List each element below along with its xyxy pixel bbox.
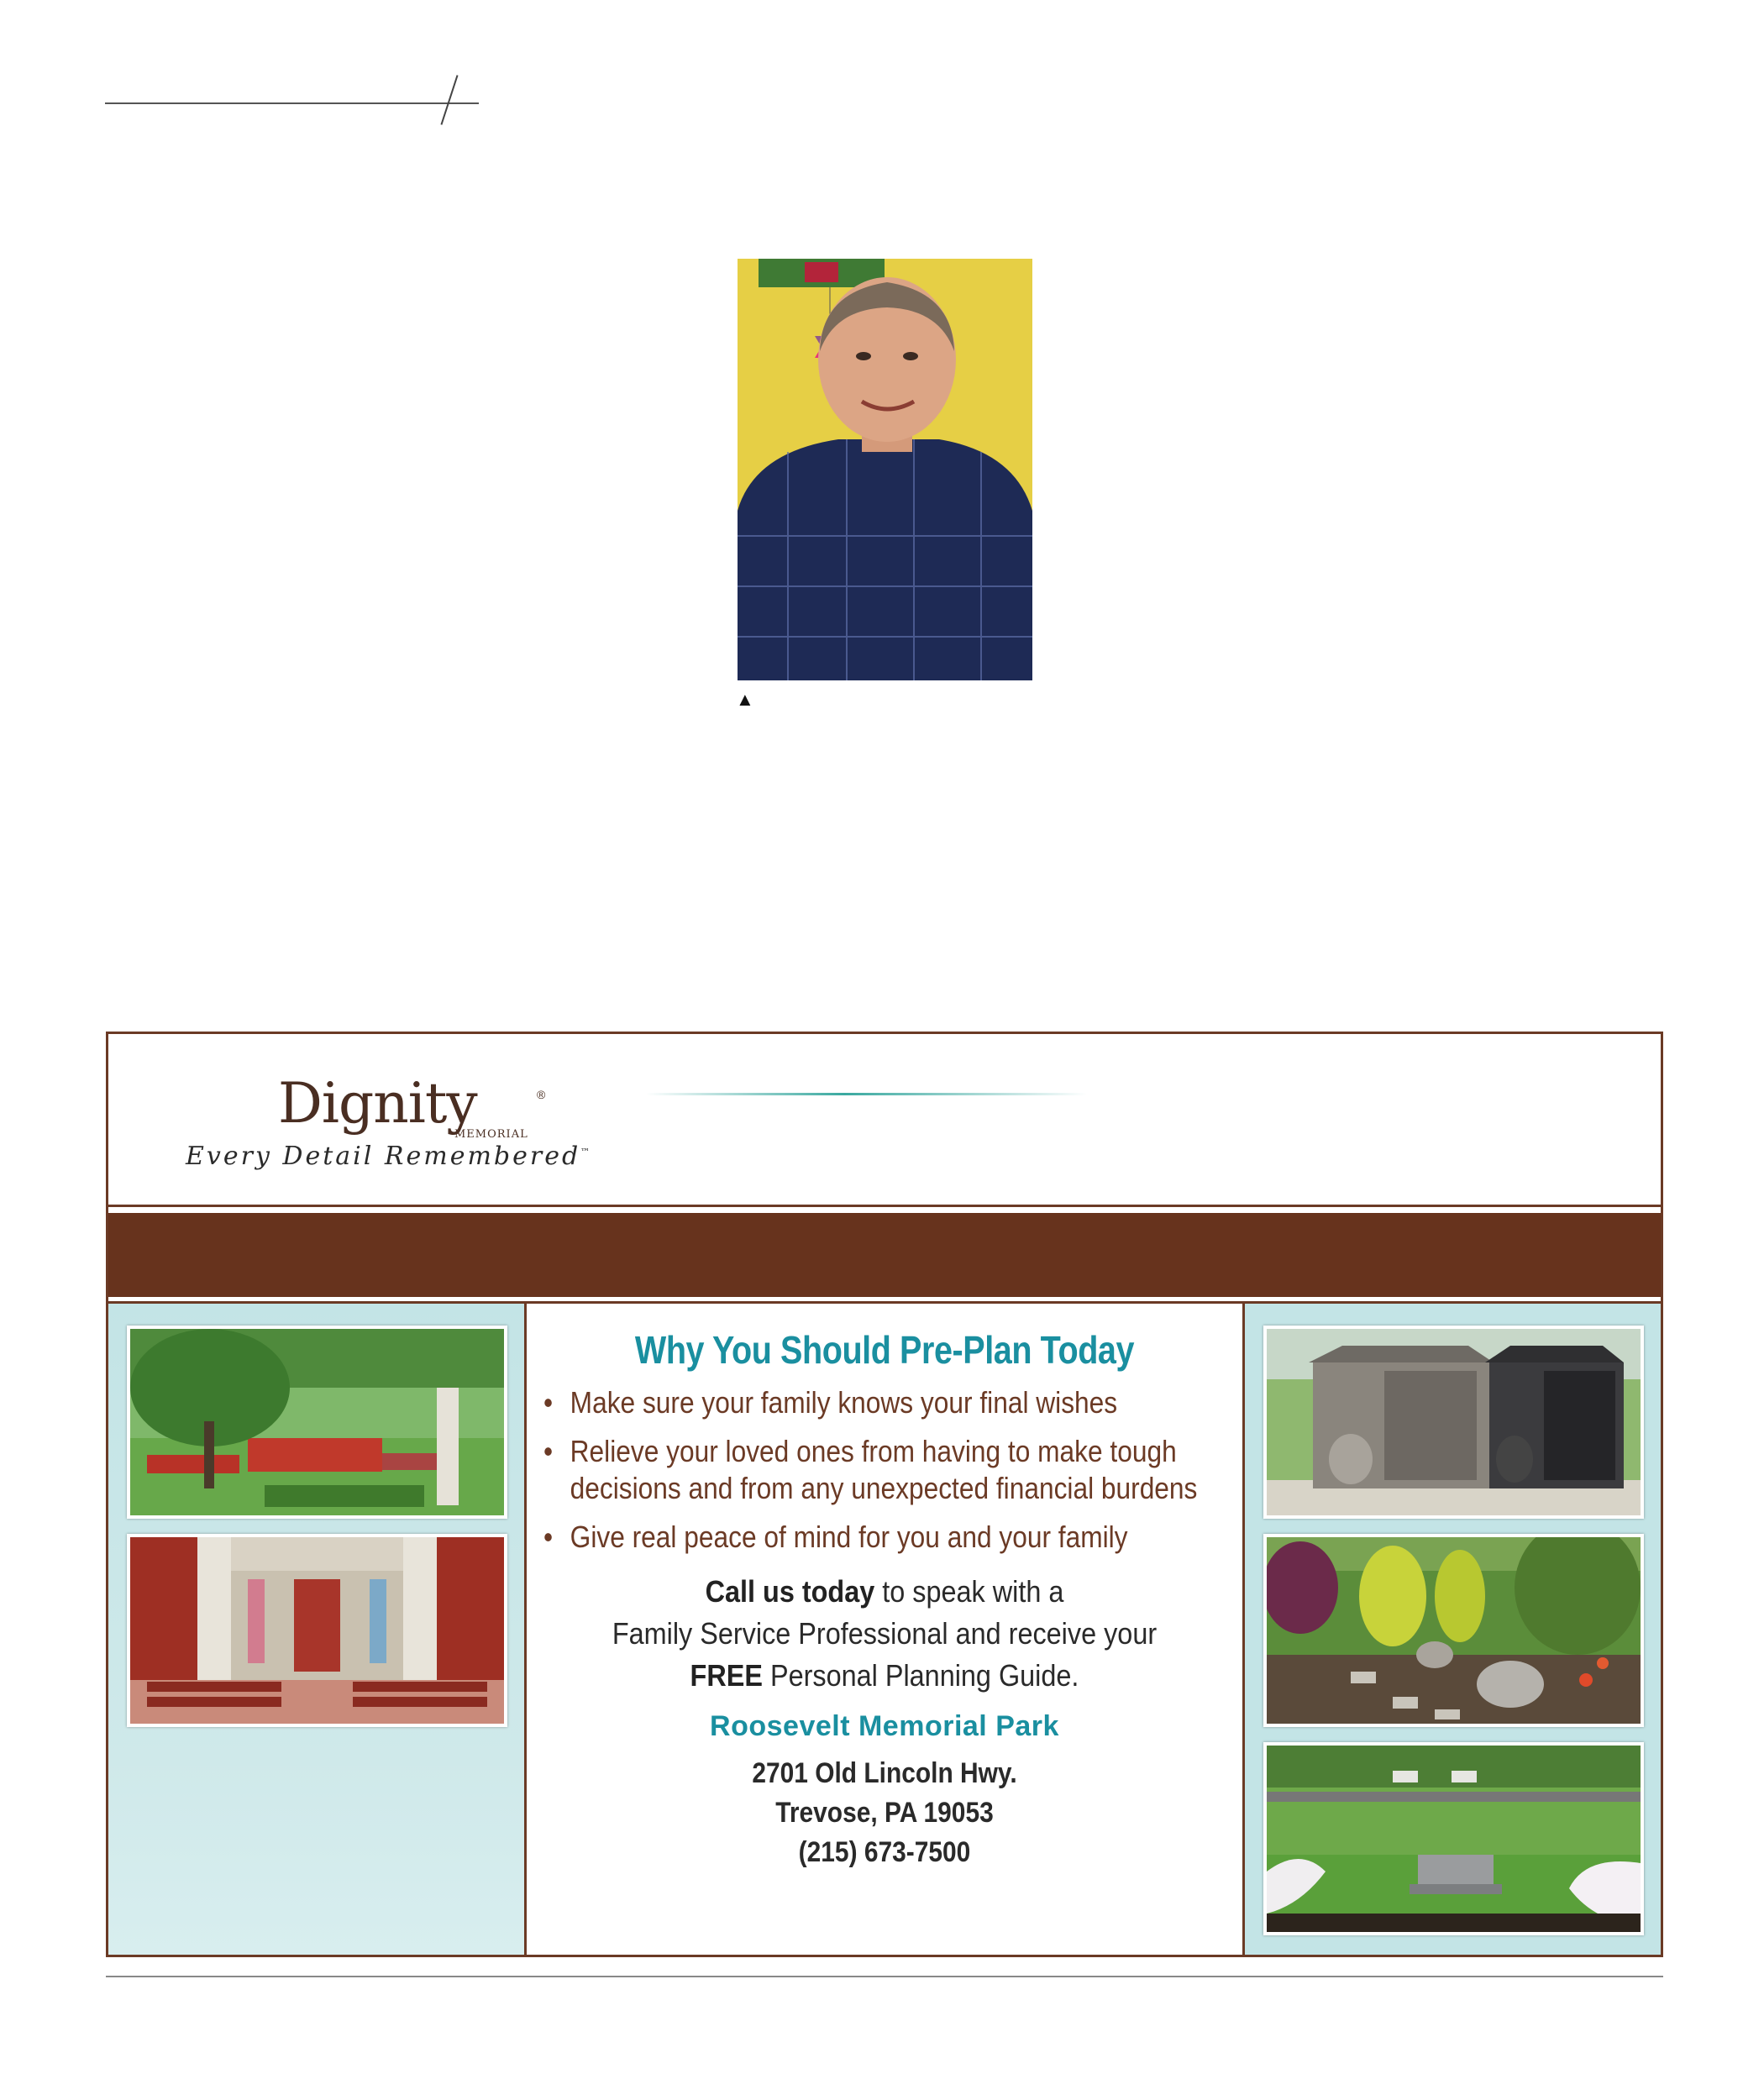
phone-number[interactable]: (215) 673-7500 (798, 1836, 971, 1868)
mausoleum-photo (1263, 1326, 1644, 1519)
address-line-2: Trevose, PA 19053 (775, 1797, 994, 1829)
list-item: • Give real peace of mind for you and your family (543, 1519, 1236, 1556)
logo-wordmark: Dignity (278, 1071, 477, 1136)
rock-garden-photo (1263, 1534, 1644, 1727)
call-to-action: Call us today to speak with a Family Service Professional and receive your FREE Personal Planning Guide. (612, 1574, 1158, 1693)
dignity-logo[interactable] (186, 1071, 622, 1180)
left-photo-column (108, 1304, 527, 1955)
dignity-memorial-ad (106, 1032, 1663, 1957)
chapel-photo (127, 1534, 507, 1727)
garden-photo (127, 1326, 507, 1519)
reasons-list (543, 1384, 1241, 1567)
logo-tagline: Every Detail Remembered™ (186, 1142, 593, 1171)
portrait-photo (738, 259, 1032, 680)
lawn-bench-photo (1263, 1742, 1644, 1935)
band-top-rule (108, 1205, 1661, 1207)
footer-rule (106, 1976, 1663, 1977)
list-item: • Make sure your family knows your final wishes (543, 1384, 1236, 1421)
pre-plan-content (527, 1304, 1242, 1955)
list-item: • Relieve your loved ones from having to make tough decisions and from any unexpected financial burdens (543, 1433, 1236, 1507)
brown-band (108, 1213, 1661, 1297)
logo-subword: MEMORIAL (454, 1128, 528, 1141)
pre-plan-title: Why You Should Pre-Plan Today (634, 1328, 1135, 1372)
right-photo-column (1242, 1304, 1661, 1955)
address-line-1: 2701 Old Lincoln Hwy. (752, 1757, 1017, 1789)
caption-marker: ▲ (736, 689, 754, 710)
header-slash (440, 75, 458, 125)
park-name: Roosevelt Memorial Park (710, 1710, 1059, 1742)
logo-registered: ® (537, 1088, 546, 1101)
park-address (570, 1754, 1200, 1872)
teal-divider (646, 1093, 1087, 1095)
header-rule (105, 102, 479, 104)
